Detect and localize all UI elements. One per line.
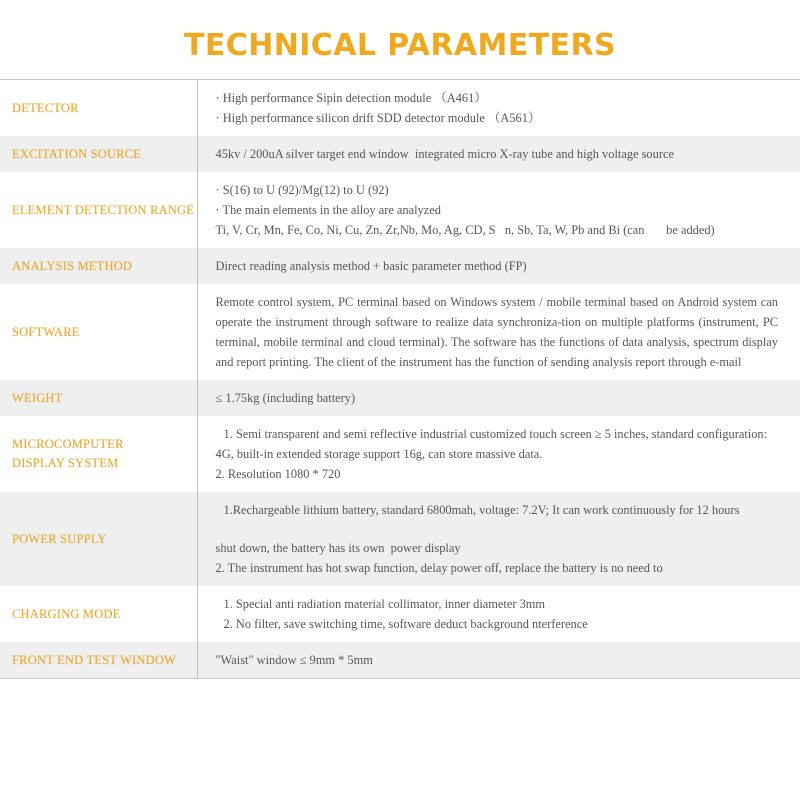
- text-line: 2. Resolution 1080 * 720: [215, 467, 341, 481]
- row-value: [197, 380, 800, 416]
- row-label: [0, 248, 197, 284]
- table-row: [0, 380, 800, 416]
- row-label-line: EXCITATION SOURCE: [12, 146, 142, 161]
- row-label-line: CHARGING MODE: [12, 606, 121, 621]
- row-value: [197, 586, 800, 642]
- text-line: 4G, built-in extended storage support 16g, can store massive data.: [215, 447, 543, 461]
- row-label: [0, 380, 197, 416]
- row-value: [197, 416, 800, 492]
- row-value: [197, 172, 800, 248]
- bullet-line: · High performance Sipin detection module （A461）: [216, 88, 779, 108]
- row-value: [197, 248, 800, 284]
- row-label-line: DISPLAY SYSTEM: [12, 456, 119, 470]
- row-label: [0, 492, 197, 586]
- table-row: [0, 80, 800, 137]
- row-label: [0, 172, 197, 248]
- row-label-line: FRONT END TEST WINDOW: [12, 652, 177, 667]
- row-label: [0, 284, 197, 380]
- row-label-line: WEIGHT: [12, 390, 63, 405]
- text-line: Ti, V, Cr, Mn, Fe, Co, Ni, Cu, Zn, Zr,Nb, Mo, Ag, CD, S n, Sb, Ta, W, Pb and Bi (can be added): [215, 223, 715, 237]
- text-line: 1.Rechargeable lithium battery, standard 6800mah, voltage: 7.2V; It can work continuously for 12 hours: [223, 503, 740, 517]
- row-label: [0, 80, 197, 137]
- row-value: [197, 642, 800, 679]
- table-row: [0, 248, 800, 284]
- row-label-line: ANALYSIS METHOD: [12, 258, 133, 273]
- specifications-table-body: [0, 80, 800, 679]
- text-line: [216, 520, 779, 538]
- text-line: 2. The instrument has hot swap function, delay power off, replace the battery is no need to: [215, 561, 663, 575]
- row-label: [0, 586, 197, 642]
- table-row: [0, 284, 800, 380]
- text-line: 45kv / 200uA silver target end window integrated micro X-ray tube and high voltage source: [215, 147, 674, 161]
- table-row: [0, 416, 800, 492]
- text-line: ≤ 1.75kg (including battery): [215, 391, 356, 405]
- bullet-line: · S(16) to U (92)/Mg(12) to U (92): [216, 180, 779, 200]
- row-label-line: SOFTWARE: [12, 324, 80, 339]
- text-line: "Waist" window ≤ 9mm * 5mm: [215, 653, 373, 667]
- specifications-table: [0, 79, 800, 679]
- bullet-line: · The main elements in the alloy are analyzed: [216, 200, 779, 220]
- table-row: [0, 642, 800, 679]
- text-line: shut down, the battery has its own power display: [215, 541, 461, 555]
- page-title: TECHNICAL PARAMETERS: [184, 28, 616, 63]
- row-label-line: ELEMENT DETECTION RANGE: [12, 202, 195, 217]
- table-row: [0, 172, 800, 248]
- table-row: [0, 492, 800, 586]
- bullet-line: · High performance silicon drift SDD detector module （A561）: [216, 108, 779, 128]
- row-label-line: MICROCOMPUTER: [12, 437, 124, 451]
- row-value: [197, 492, 800, 586]
- text-line: Remote control system, PC terminal based on Windows system / mobile terminal based on Android system can operate the instrument through software to realize data synchroniza-tion on multiple platforms (instrument, PC terminal, mobile terminal and cloud terminal). The software has the functions of data analysis, spectrum display and report printing. The client of the instrument has the function of sending analysis report through e-mail: [215, 295, 782, 369]
- table-row: [0, 586, 800, 642]
- row-label: [0, 416, 197, 492]
- row-label: [0, 136, 197, 172]
- row-value: [197, 284, 800, 380]
- text-line: 2. No filter, save switching time, software deduct background nterference: [223, 617, 588, 631]
- row-label-line: DETECTOR: [12, 100, 79, 115]
- row-label: [0, 642, 197, 679]
- row-value: [197, 136, 800, 172]
- text-line: Direct reading analysis method + basic parameter method (FP): [215, 259, 527, 273]
- text-line: 1. Special anti radiation material collimator, inner diameter 3mm: [223, 597, 546, 611]
- text-line: 1. Semi transparent and semi reflective industrial customized touch screen ≥ 5 inches, standard configuration:: [223, 427, 768, 441]
- row-value: [197, 80, 800, 137]
- row-label-line: POWER SUPPLY: [12, 531, 107, 546]
- table-row: [0, 136, 800, 172]
